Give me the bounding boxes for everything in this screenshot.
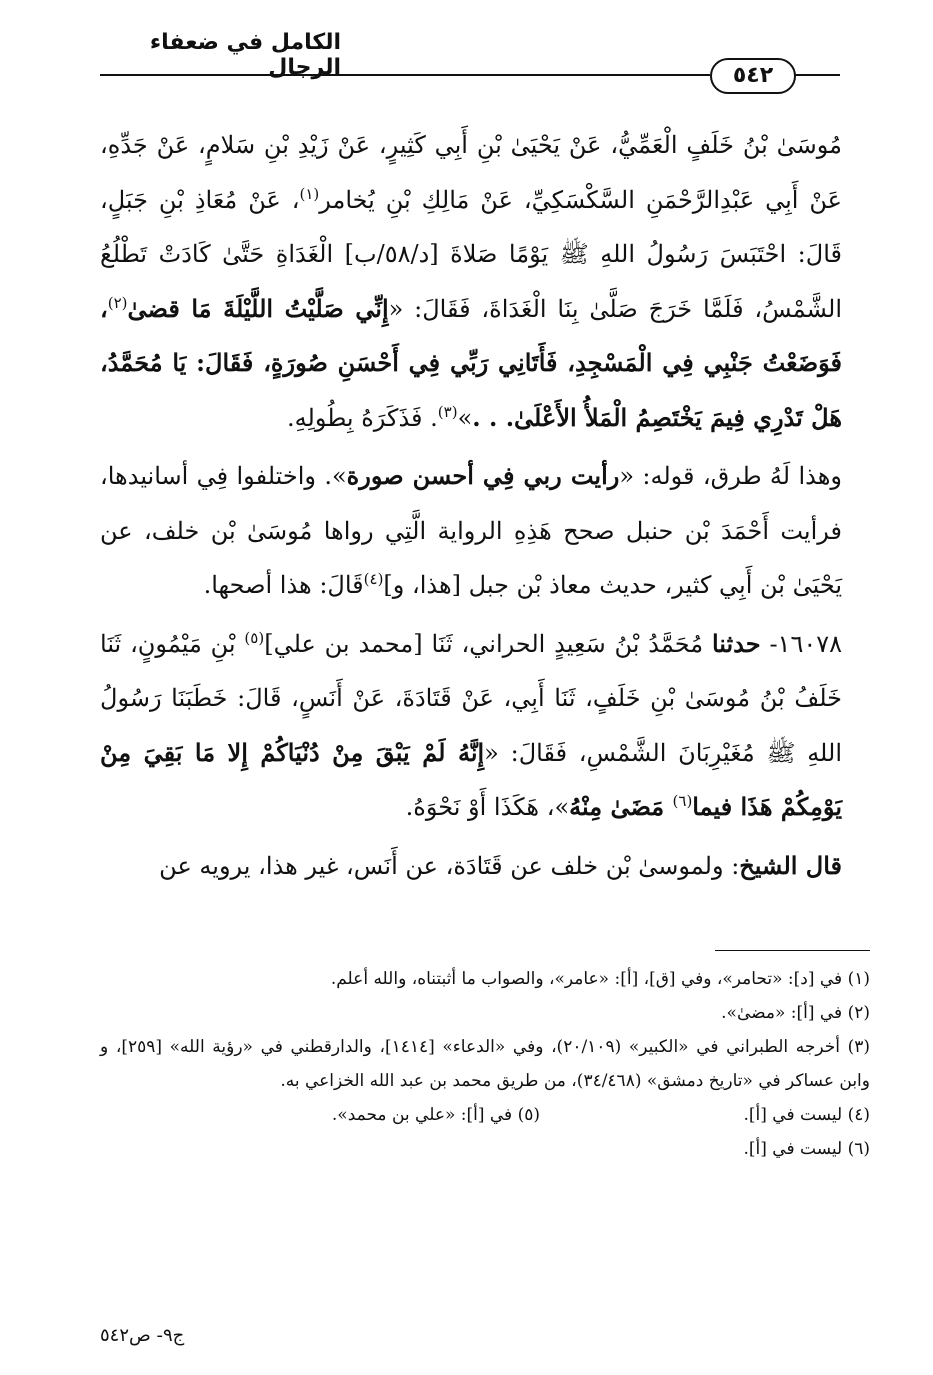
text-span: ». واختلفوا فِي أسانيدها، فرأيت أَحْمَدَ بْن حنبل صحح هَذِهِ الرواية الَّتِي رواها مُوسَىٰ بْن خلف، عن يَحْيَىٰ بْن أَبِي كثير، حديث معاذ بْن جبل [هذا، و] [100,462,842,599]
paragraph-hadith-16078 [100,617,842,835]
bold-text: إِنَّهُ لَمْ يَبْقَ مِنْ دُنْيَاكُمْ إِلا مَا بَقِيَ مِنْ يَوْمِكُمْ هَذَا فيما [100,737,842,821]
footnote-3: (٣) أخرجه الطبراني في «الكبير» (٢٠/١٠٩)، وفي «الدعاء» [١٤١٤]، والدارقطني في «رؤية الله» [٢٥٩]، و وابن عساكر في «تاريخ دمشق» (٣٤/٤٦٨)، من طريق محمد بن عبد الله الخزاعي به. [100,1037,870,1091]
main-text [100,118,842,893]
text-span: »، هَكَذَا أَوْ نَحْوَهُ. [405,793,570,821]
text-span: . فَذَكَرَهُ بِطُولِهِ. [287,403,438,432]
footnotes [100,962,870,1166]
page-number-badge: ٥٤٢ [710,58,796,94]
header-rule [100,74,710,76]
text-span: بْنِ مَيْمُونٍ، ثَنَا خَلَفُ بْنُ مُوسَىٰ بْنِ خَلَفٍ، ثَنَا أَبِي، عَنْ قَتَادَةَ، عَنْ أَنَسٍ، قَالَ: خَطَبَنَا رَسُولُ اللهِ ﷺ مُغَيْرِبَانَ الشَّمْسِ، فَقَالَ: « [100,629,842,767]
paragraph-hadith-1 [100,118,842,445]
text-span: ، عَنْ مُعَاذِ بْنِ جَبَلٍ، قَالَ: احْتَبَسَ رَسُولُ اللهِ ﷺ يَوْمًا صَلاةَ [د/٥٨/ب] الْغَدَاةِ حَتَّىٰ كَادَتْ تَطْلُعُ الشَّمْسُ، فَلَمَّا خَرَجَ صَلَّىٰ بِنَا الْغَدَاةَ، فَقَالَ: « [100,185,843,323]
footnote-5: (٥) في [أ]: «علي بن محمد». [331,1105,540,1125]
footnote-ref-4[interactable]: (٤) [363,570,384,588]
footnote-row-4-5 [100,1098,870,1132]
bold-text: ، فَوَضَعْتُ جَنْبِي فِي الْمَسْجِدِ، فَأَتَانِي رَبِّي فِي أَحْسَنِ صُورَةٍ، فَقَالَ: يَا مُحَمَّدُ، هَلْ تَدْرِي فِيمَ يَخْتَصِمُ الْمَلأُ الأَعْلَىٰ. . . [100,293,842,432]
text-span: مُحَمَّدُ بْنُ سَعِيدٍ الحراني، ثَنَا [محمد بن علي] [264,629,712,658]
footnote-4: (٤) ليست في [أ]. [743,1105,870,1125]
paragraph-sheikh [100,839,842,894]
footnote-6: (٦) ليست في [أ]. [743,1139,870,1159]
text-span: وهذا لَهُ طرق، قوله: « [619,462,842,490]
footnote-ref-3[interactable]: (٣) [437,402,458,421]
text-span: قَالَ: هذا أصحها. [203,571,364,599]
volume-page-signature: ج٩- ص٥٤٢ [100,1325,185,1346]
bold-text: مَضَىٰ مِنْهُ [569,792,673,821]
footnote-ref-6[interactable]: (٦) [672,792,693,810]
bold-text: رأيت ربي فِي أحسن صورة [346,461,620,490]
running-title: الكامل في ضعفاء الرجال [149,30,341,80]
bold-text: إِنِّي صَلَّيْتُ اللَّيْلَةَ مَا قضىٰ [127,293,389,323]
footnote-ref-5[interactable]: (٥) [244,628,265,647]
text-span: مُوسَىٰ بْنُ خَلَفٍ الْعَمِّيُّ، عَنْ يَحْيَىٰ بْنِ أَبِي كَثِيرٍ، عَنْ زَيْدِ بْنِ سَلامٍ، عَنْ جَدِّهِ، عَنْ أَبِي عَبْدِالرَّحْمَنِ السَّكْسَكِيِّ، عَنْ مَالِكِ بْنِ يُخامر [100,131,843,214]
footnote-2: (٢) في [أ]: «مضىٰ». [721,1003,870,1023]
text-span: » [457,403,473,432]
hadith-number: ١٦٠٧٨- [760,629,842,658]
footnote-ref-1[interactable]: (١) [299,184,320,203]
bold-text: قال الشيخ [739,850,842,880]
paragraph-commentary [100,449,842,613]
text-span: : ولموسىٰ بْن خلف عن قَتَادَة، عن أَنَس، غير هذا، يرويه عن [159,851,740,880]
footnote-ref-2[interactable]: (٢) [107,293,128,312]
bold-text: حدثنا [711,628,761,658]
footnote-1: (١) في [د]: «تحامر»، وفي [ق]، [أ]: «عامر»، والصواب ما أثبتناه، والله أعلم. [330,969,870,989]
footnote-separator [715,950,870,951]
